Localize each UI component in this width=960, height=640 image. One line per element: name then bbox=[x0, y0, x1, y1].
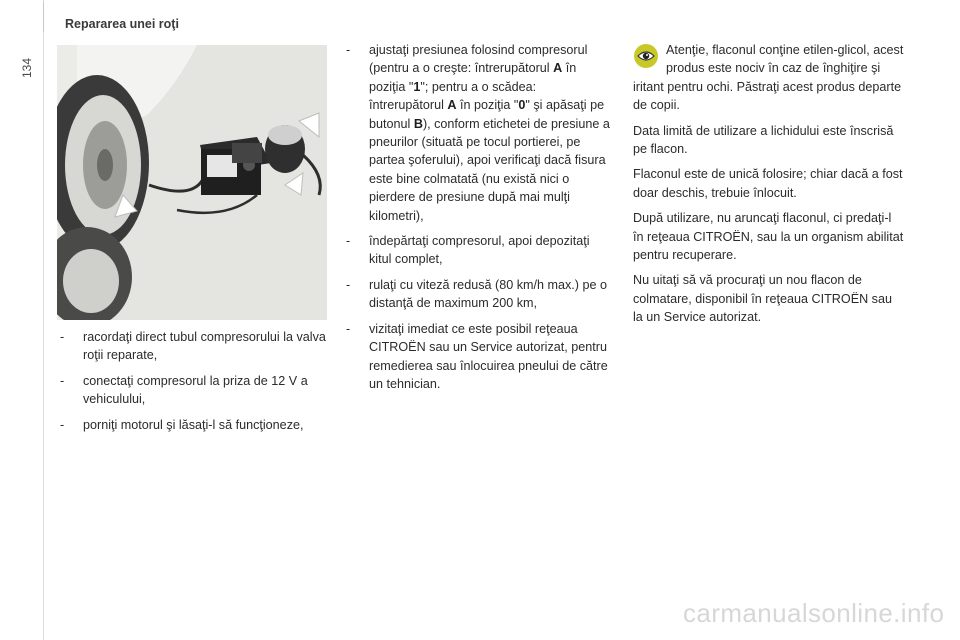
bullet-dash: - bbox=[60, 373, 65, 388]
list-item: - racordaţi direct tubul compresorului la valva roţii reparate, bbox=[60, 330, 326, 363]
note-paragraph: După utilizare, nu aruncaţi flaconul, ci predaţi-l în reţeaua CITROËN, sau la un organism abilitat pentru recuperare. bbox=[633, 211, 904, 263]
watermark: carmanualsonline.info bbox=[683, 598, 945, 628]
warning-text: Atenţie, flaconul conţine etilen-glicol, acest produs este nociv în caz de înghiţire şi iritant pentru ochi. Păstraţi acest produs departe de copii. bbox=[633, 43, 904, 113]
button-b-label: B bbox=[413, 116, 423, 131]
warning-note bbox=[633, 41, 905, 115]
notes-column-right bbox=[633, 41, 905, 334]
bullet-dash: - bbox=[60, 417, 65, 432]
section-title: Repararea unei roţi bbox=[65, 17, 179, 31]
page-margin-band bbox=[0, 0, 43, 640]
list-item: - îndepărtaţi compresorul, apoi depozitaţi kitul complet, bbox=[346, 234, 590, 267]
bullet-dash: - bbox=[346, 43, 351, 57]
list-item: - ajustaţi presiunea folosind compresorul (pentru a o creşte: întrerupătorul A în poziţia "1"; pentru a o scădea: întrerupătorul A în poziţia "0" şi apăsaţi pe butonul B), conform etichetei de presiune a pneurilor (situată pe tocul portierei, pe partea şoferului), apoi verificaţi dacă fisura este bine colmatată (nu există nici o pierdere de presiune după mai mulţi kilometri), bbox=[346, 43, 610, 223]
switch-a-label: A bbox=[447, 98, 457, 113]
bullet-dash: - bbox=[60, 330, 65, 344]
steps-column-middle bbox=[343, 41, 611, 400]
note-paragraph: Flaconul este de unică folosire; chiar dacă a fost doar deschis, trebuie înlocuit. bbox=[633, 167, 903, 200]
list-item: - conectaţi compresorul la priza de 12 V a vehiculului, bbox=[60, 373, 308, 407]
page-number: 134 bbox=[20, 57, 34, 79]
eye-icon bbox=[634, 44, 658, 68]
switch-a-label: A bbox=[553, 61, 563, 76]
list-item: - porniţi motorul şi lăsaţi-l să funcţioneze, bbox=[57, 416, 337, 434]
position-0-label: 0 bbox=[518, 98, 526, 113]
bullet-dash: - bbox=[346, 234, 351, 249]
note-paragraph: Data limită de utilizare a lichidului este înscrisă pe flacon. bbox=[633, 123, 894, 157]
position-1-label: 1 bbox=[413, 79, 421, 94]
header-tab-marker bbox=[43, 2, 44, 32]
steps-column-left bbox=[57, 328, 337, 441]
margin-divider bbox=[43, 0, 44, 640]
bullet-dash: - bbox=[346, 277, 351, 292]
compressor-illustration bbox=[57, 45, 327, 320]
list-item: - rulaţi cu viteză redusă (80 km/h max.) pe o distanţă de maximum 200 km, bbox=[346, 277, 607, 311]
list-item: - vizitaţi imediat ce este posibil reţeaua CITROËN sau un Service autorizat, pentru remedierea sau înlocuirea pneului de către un tehnician. bbox=[346, 321, 608, 391]
note-paragraph: Nu uitaţi să vă procuraţi un nou flacon de colmatare, disponibil în reţeaua CITROËN sau la un Service autorizat. bbox=[633, 273, 892, 325]
bullet-dash: - bbox=[346, 321, 351, 336]
